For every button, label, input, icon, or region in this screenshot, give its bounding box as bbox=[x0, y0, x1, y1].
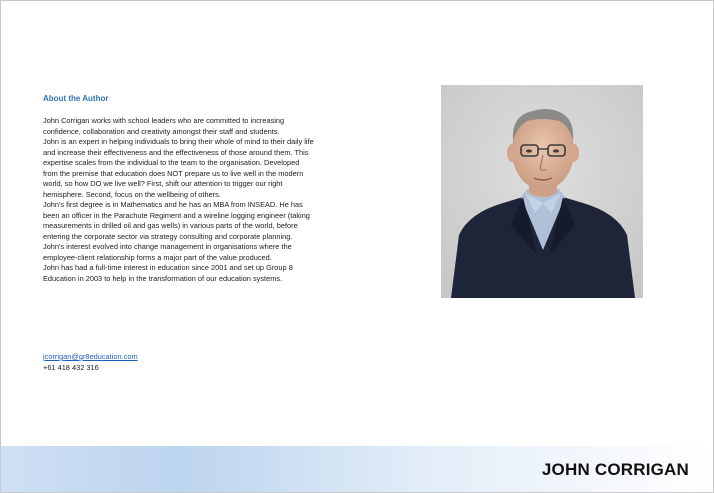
phone-number: +61 418 432 316 bbox=[43, 362, 99, 372]
footer-author-name: JOHN CORRIGAN bbox=[541, 460, 689, 479]
email-link[interactable]: jcorrigan@gr8education.com bbox=[43, 352, 138, 361]
bio-paragraph: John has had a full-time interest in education since 2001 and set up Group 8 Education in 2003 to help in the transformation of our education systems. bbox=[43, 263, 293, 283]
bio-paragraph: John's first degree is in Mathematics and he has an MBA from INSEAD. He has been an officer in the Parachute Regiment and a wireline logging engineer (taking measurements in drilled oil and gas wells) in various parts of the world, before entering the corporate sector via strategy consulting and corporate planning. bbox=[43, 200, 310, 241]
section-heading: About the Author bbox=[43, 94, 109, 103]
author-photo bbox=[441, 85, 643, 298]
footer-banner bbox=[1, 446, 713, 492]
author-portrait-icon bbox=[441, 85, 643, 298]
bio-paragraph: John Corrigan works with school leaders who are committed to increasing confidence, collaboration and creativity amongst their staff and students. bbox=[43, 116, 285, 136]
contact-block bbox=[43, 352, 138, 373]
bio-paragraph: John's interest evolved into change management in organisations where the employee-client relationship forms a major part of the value produced. bbox=[43, 242, 292, 262]
author-bio bbox=[43, 116, 315, 284]
bio-paragraph: John is an expert in helping individuals to bring their whole of mind to their daily life and increase their effectiveness and the effectiveness of those around them. This expertise scales from the individual to the team to the organisation. Developed from the premise that education does NOT prepare us to live well in the modern world, so how DO we live well? First, shift our attention to trigger our right hemisphere. Second, focus on the wellbeing of others. bbox=[43, 137, 314, 199]
